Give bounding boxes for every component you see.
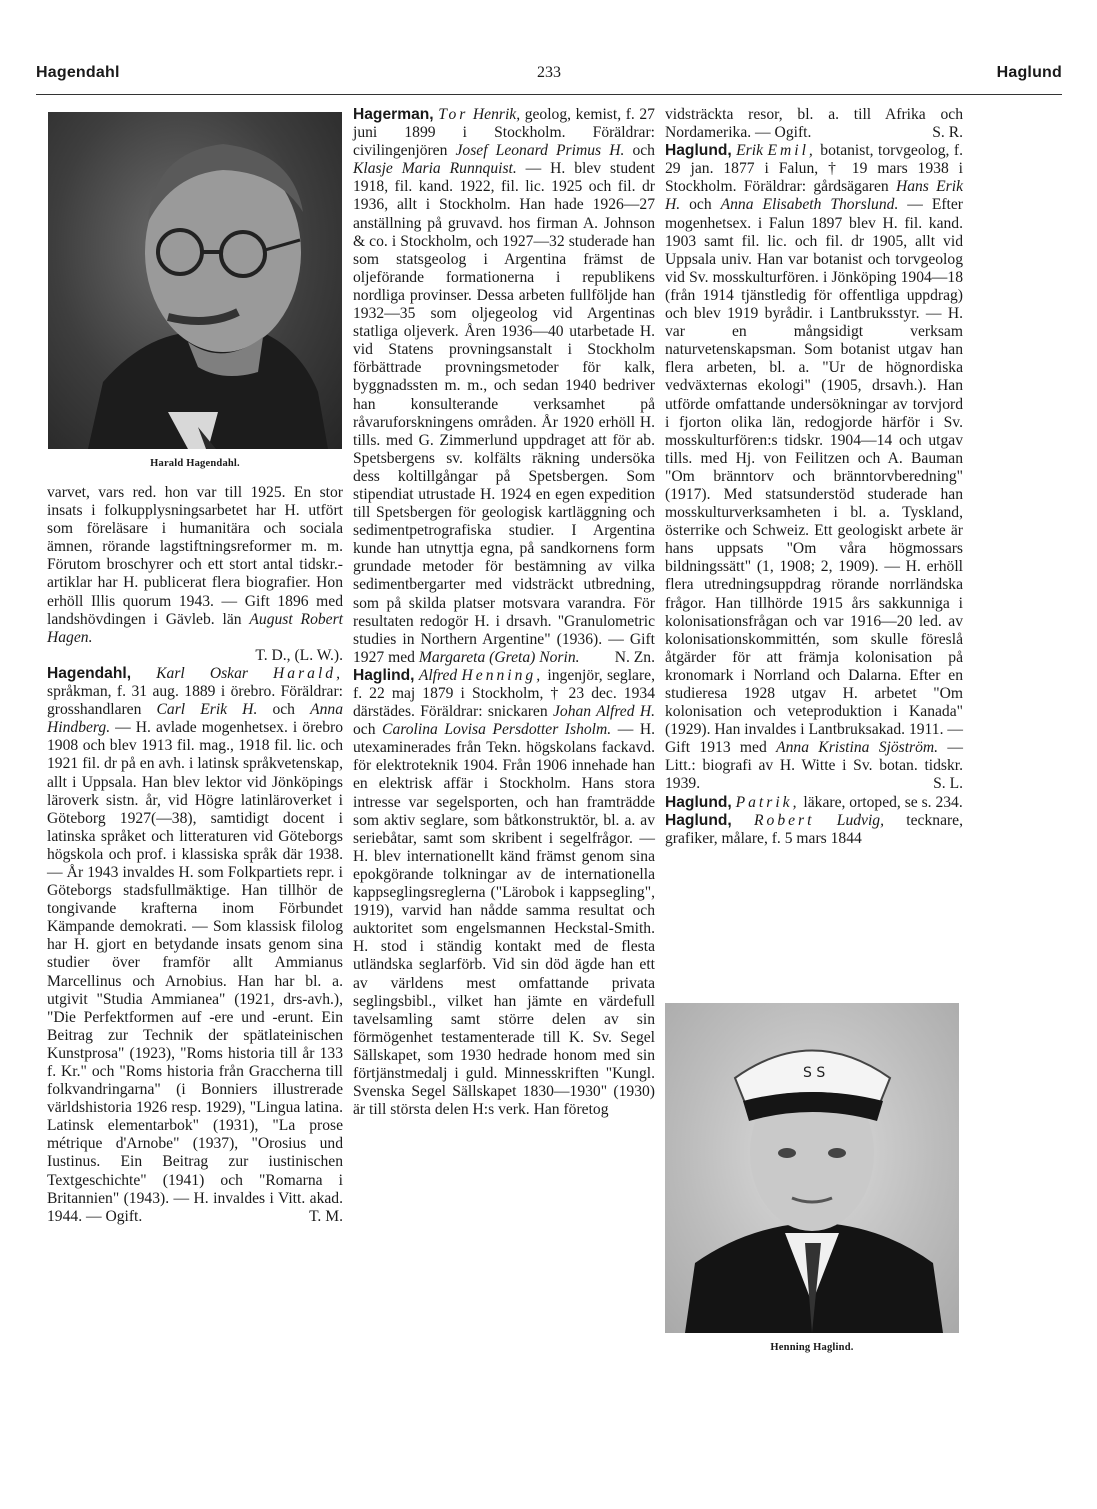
erik-father: Hans Erik H. [665,178,963,214]
entry-haglind-continuation [665,106,963,142]
hagerman-mother: Klasje Maria Runnquist. [353,160,517,178]
robert-text-1: tecknare, grafiker, målare, f. 5 mars 1844 [665,811,964,847]
hagendahl-text-1: språkman, f. 31 aug. 1889 i örebro. Föräldrar: grosshandlaren [47,683,343,719]
erik-callname: Emil, [767,142,816,160]
robert-callname: Robert [754,811,815,829]
hagendahl-text-3: — H. avlade mogenhetsex. i örebro 1908 och blev 1913 fil. mag., 1918 fil. lic. och 1921 fil. dr på en avh. i latinsk språkvetenskap, allt i Uppsala. Han blev lektor vid Jönköpings läroverk sistn. år, vid Högre latinläroverket i Göteborg 1927(—38), samtidigt docent i latinska språket och litteraturen vid Göteborgs högskola och prof. i klassiska språk där 1938. — År 1943 invaldes H. som Folkpartiets repr. i Göteborgs stadsfullmäktige. Han tillhör de tongivande krafterna inom Förbundet Kämpande demokrati. — Som klassisk filolog har H. gjort en betydande insats genom sina studier över framför allt Ammianus Marcellinus och Arnobius. Han har bl. a. utgivit "Studia Ammianea" (1921, drs-avh.), "Die Perfektformen auf -ere und -erunt. Ein Beitrag zur Technik der spätlateinischen Kunstprosa" (1923), "Roms historia till år 133 f. Kr." och "Roms historia från Graccherna till folkvandringarna" (i Bonniers illustrerade världshistoria 1926 resp. 1929), "Lingua latina. Latinsk elementarbok" (1931), "La prose métrique d'Arnobe" (1937), "Orosius und Iustinus. Ein Beitrag zur iustinischen Textgeschichte" (1941) och "Romarna i Britannien" (1943). — H. invaldes i Vitt. akad. 1944. — Ogift. [47,719,343,1225]
headword-haglund-patrik: Haglund, [665,793,732,811]
hagerman-callname: Tor [438,106,469,123]
erik-given: Erik [736,142,764,160]
erik-text-4: — Litt.: biografi av H. Witte i Sv. botan. tidskr. 1939. [665,739,963,793]
hagen-text: varvet, vars red. hon var till 1925. En stor insats i folkupplysningsarbetet har H. utfört som föreläsare i humanitära och sociala ämnen, rörande lagstiftningsreformer m. m. Förutom broschyrer och ett stort antal tidskr.-artiklar har H. publicerat flera biografier. Hon erhöll Illis quorum 1943. — Gift 1896 med landshövdingen i Gävleb. län [47,484,343,628]
haglind-callname: Henning, [461,666,544,684]
headword-haglund-erik: Haglund, [665,142,732,160]
hagerman-text-1: geolog, kemist, f. 27 juni 1899 i Stockholm. Föräldrar: civilingenjören [353,106,655,160]
entry-haglund-patrik [665,794,963,812]
entry-haglind [353,667,655,1119]
haglind-text-3: — H. utexaminerades från Tekn. högskolans fackavd. för elektroteknik 1904. Från 1906 innehade han en elektrisk affär i Stockholm. Hans stora intresse var segelsporten, och han framträdde som aktiv seglare, som båtkonstruktör, bl. a. av seriebåtar, samt som skribent i segelfrågor. — H. blev internationellt känd främst genom sina epokgörande tolkningar av de internationella kappseglingsreglerna ("Lärobok i kappsegling", 1919), varvid han nådde samma resultat och auktoritet som engelsmannen Heckstal-Smith. H. stod i ständig kontakt med de flesta utländska seglarförb. Vid sin död ägde han ett av världens mest omfattande privata seglingsbibl., vilket han jämte en värdefull tavelsamling samt större delen av sin förmögenhet testamenterade till K. Sv. Segel Sällskapet, som 1930 hedrade honom med sin förtjänstmedalj i guld. Minnesskriften "Kungl. Svenska Segel Sällskapet 1830—1930" (1930) är till största delen H:s verk. Han företog [353,721,655,1119]
robert-name2: Ludvig, [836,811,884,829]
erik-text-1: botanist, torvgeolog, f. 29 jan. 1877 i Falun, † 19 mars 1938 i Stockholm. Föräldrar: gårdsägaren [665,142,963,196]
column-1 [47,484,343,1226]
hagendahl-father: Carl Erik H. [156,701,258,719]
header-rule [36,94,1062,95]
portrait-harald-hagendahl [48,112,342,449]
patrik-text-1: läkare, ortoped, se s. 234. [799,793,963,811]
haglind-signature: S. R. [932,124,963,142]
header-right-word: Haglund [996,64,1062,81]
headword-hagerman: Hagerman, [353,106,434,123]
svg-text:S S: S S [803,1065,826,1081]
entry-haglund-erik [665,142,963,793]
running-header [36,64,1062,94]
hagendahl-given-names: Karl Oskar [156,664,248,682]
hagerman-father: Josef Leonard Primus H. [455,142,625,160]
hagerman-name2: Henrik, [472,106,521,123]
headword-haglind: Haglind, [353,666,415,684]
headword-hagendahl: Hagendahl, [47,664,132,682]
column-3 [665,106,963,848]
hagendahl-callname: Harald, [273,664,343,682]
portrait-henning-haglind [665,1003,959,1333]
haglind-text-2: och [353,721,383,739]
haglind-given-names: Alfred [418,666,458,684]
erik-text-2: och [680,196,721,214]
header-left-word: Hagendahl [36,64,120,81]
photo-caption-left: Harald Hagendahl. [150,458,240,469]
entry-haglund-robert [665,812,963,848]
haglind-mother: Carolina Lovisa Persdotter Isholm. [382,721,612,739]
photo-caption-right: Henning Haglind. [770,1342,854,1353]
entry-hagendahl [47,665,343,1226]
entry-hagen-continuation [47,484,343,665]
hagendahl-mother: Anna Hindberg. [47,701,343,737]
erik-mother: Anna Elisabeth Thorslund. [720,196,899,214]
haglind-father: Johan Alfred H. [552,703,656,721]
hagen-spouse: August Robert Hagen. [47,610,343,646]
hagerman-signature: N. Zn. [614,648,655,666]
column-2 [353,106,655,1119]
hagerman-text-2: och [624,142,655,160]
erik-text-3: — Efter mogenhetsex. i Falun 1897 blev H. fil. kand. 1903 samt fil. lic. och fil. dr 1905, allt vid Uppsala univ. Han var botanist och torvgeolog vid Sv. mosskulturfören. i Jönköping 1904—18 (från 1914 tjänstledig för offentliga uppdrag) och blev 1919 byrådir. i Lantbruksstyr. — H. var en mångsidigt verksam naturvetenskapsman. Som botanist utgav han flera arbeten, bl. a. "Ur de högnordiska vedväxternas ekologi" (1905, drsavh.). Han utförde omfattande undersökningar av torvjord i fjorton olika län, redogjorde härför i Sv. mosskulturfören:s tidskr. 1904—14 och utgav tills. med Hj. von Feilitzen och A. Bauman "Om bränntorv och bränntorvberedning" (1917). Med statsunderstöd studerade han mosskulturverksamheten i bl. a. Tyskland, österrike och Schweiz. Ett geologiskt arbete är hans uppsats "Om våra högmossars bildningssätt" (1, 1908; 2, 1909). — H. erhöll flera utredningsuppdrag rörande norrländska frågor. Han tillhörde 1915 års sakkunniga i kolonisationsfrågan och var 1916—20 led. av kolonisationskommittén, som skulle föreslå åtgärder för att främja kolonisation på kronomark i Norrland och Dalarna. Efter en studieresa 1928 utgav H. arbetet "Om kolonisation och veteproduktion i Kanada" (1929). Han invaldes i Lantbruksakad. 1911. — Gift 1913 med [665,196,964,757]
hagerman-text-3: — H. blev student 1918, fil. kand. 1922, fil. lic. 1925 och fil. dr 1936, allt i Stockholm. Han hade 1926—27 anställning på gruvavd. hos firman A. Johnson & co. i Stockholm, och 1927—32 studerade han som statsgeolog i Argentina främst de oljeförande formationerna i republikens nordliga provinser. Dessa arbeten fullföljde han 1932—35 som oljegeolog vid Argentinas statliga oljeverk. Åren 1936—40 utarbetade H. vid Statens provningsanstalt i Stockholm förbättrade provningsmetoder för kalk, byggnadssten m. m., och sedan 1940 bedriver han konsulterande verksamhet på råvaruforskningens områden. År 1920 erhöll H. tills. med G. Zimmerlund uppdraget att för ab. Spetsbergens sv. kolfälts räkning undersöka dess koltillgångar på Spetsbergen. Som stipendiat utrustade H. 1924 en egen expedition till Spetsbergen för geologisk kartläggning och sedimentpetrografiska studier. I Argentina kunde han utnyttja egna, på sandkornens form grundade metoder för bestämning av vilka sedimentbergarter med vidsträckt utbredning, som på skilda platser motsvara varandra. För resultaten redogör H. i drsavh. "Granulometric studies in Northern Argentine" (1936). — Gift 1927 med [353,160,655,666]
hagendahl-text-2: och [257,701,311,719]
haglind-text-1: ingenjör, seglare, f. 22 maj 1879 i Stockholm, † 23 dec. 1934 därstädes. Föräldrar: snickaren [353,666,655,721]
captain-portrait-icon [665,1003,959,1333]
hagerman-spouse: Margareta (Greta) Norin. [418,648,580,666]
patrik-callname: Patrik, [735,793,800,811]
portrait-figure-icon [48,112,342,449]
hagendahl-signature: T. M. [309,1207,343,1225]
headword-haglund-robert: Haglund, [665,811,732,829]
erik-signature: S. L. [933,775,963,793]
erik-spouse: Anna Kristina Sjöström. [776,739,939,757]
hagen-signature: T. D., (L. W.). [255,646,343,664]
haglind-cont-text: vidsträckta resor, bl. a. till Afrika och Nordamerika. — Ogift. [665,106,963,142]
page-number: 233 [537,64,561,81]
entry-hagerman [353,106,655,667]
